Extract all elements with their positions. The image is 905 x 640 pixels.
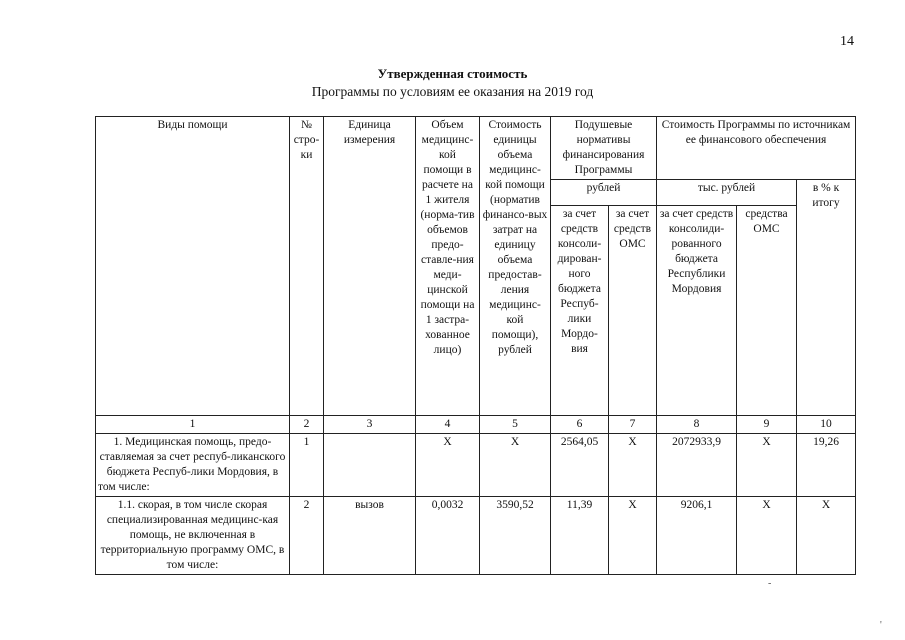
document-subtitle: Программы по условиям ее оказания на 2019 год (311, 84, 594, 99)
col-number: 7 (609, 416, 657, 434)
header-v-procentah: в % к итогу (797, 180, 856, 416)
col-number: 5 (480, 416, 551, 434)
col-number: 8 (657, 416, 737, 434)
header-vidy-pomoshchi: Виды помощи (96, 117, 290, 416)
header-sub-byudzhet-rub: за счет средств консоли-дирован-ного бюджета Респуб-лики Мордо-вия (551, 206, 609, 416)
row-c8: 2072933,9 (657, 434, 737, 497)
row-stoimost: 3590,52 (480, 497, 551, 575)
header-sub-oms-rub: за счет средств ОМС (609, 206, 657, 416)
header-sub-byudzhet-tys: за счет средств консолиди-рованного бюджета Республики Мордовия (657, 206, 737, 416)
cost-table (95, 116, 856, 575)
header-edinica-izmereniya: Единица измерения (324, 117, 416, 416)
row-c7: Х (609, 497, 657, 575)
row-c7: Х (609, 434, 657, 497)
col-number: 1 (96, 416, 290, 434)
table-row (96, 497, 856, 575)
header-podushevye-normativy: Подушевые нормативы финансирования Программы (551, 117, 657, 180)
header-rublej: рублей (551, 180, 657, 206)
row-nomer: 1 (290, 434, 324, 497)
row-c9: Х (737, 497, 797, 575)
row-c10: 19,26 (797, 434, 856, 497)
row-c9: Х (737, 434, 797, 497)
row-c6: 11,39 (551, 497, 609, 575)
header-stoimost-edinicy: Стоимость единицы объема медицинс-кой помощи (норматив финансо-вых затрат на единицу объема предостав-ления медицинс-кой помощи), рублей (480, 117, 551, 416)
row-edinica (324, 434, 416, 497)
scan-speck: - (768, 578, 772, 589)
row-c6: 2564,05 (551, 434, 609, 497)
table-row (96, 434, 856, 497)
row-nomer: 2 (290, 497, 324, 575)
column-numbers-row (96, 416, 856, 434)
header-nomer-stroki: № стро-ки (290, 117, 324, 416)
row-name: 1.1. скорая, в том числе скорая специализированная медицинс-кая помощь, не включенная в территориальную программу ОМС, в том числе: (96, 497, 290, 575)
header-sub-oms-tys: средства ОМС (737, 206, 797, 416)
page-number: 14 (840, 34, 854, 49)
row-name: 1. Медицинская помощь, предо-ставляемая за счет респуб-ликанского бюджета Респуб-лики Мордовия, в том числе: (96, 434, 290, 497)
header-obem: Объем медицинс-кой помощи в расчете на 1 жителя (норма-тив объемов предо-ставле-ния меди-цинской помощи на 1 застра-хованное лицо) (416, 117, 480, 416)
scan-speck: ' (880, 620, 882, 631)
col-number: 2 (290, 416, 324, 434)
row-obem: 0,0032 (416, 497, 480, 575)
row-c10: Х (797, 497, 856, 575)
col-number: 9 (737, 416, 797, 434)
header-tys-rublej: тыс. рублей (657, 180, 797, 206)
row-c8: 9206,1 (657, 497, 737, 575)
row-obem: Х (416, 434, 480, 497)
col-number: 10 (797, 416, 856, 434)
col-number: 4 (416, 416, 480, 434)
row-edinica: вызов (324, 497, 416, 575)
col-number: 6 (551, 416, 609, 434)
header-istochniki: Стоимость Программы по источникам ее финансового обеспечения (657, 117, 856, 180)
col-number: 3 (324, 416, 416, 434)
row-stoimost: Х (480, 434, 551, 497)
document-title: Утвержденная стоимость (377, 66, 528, 81)
